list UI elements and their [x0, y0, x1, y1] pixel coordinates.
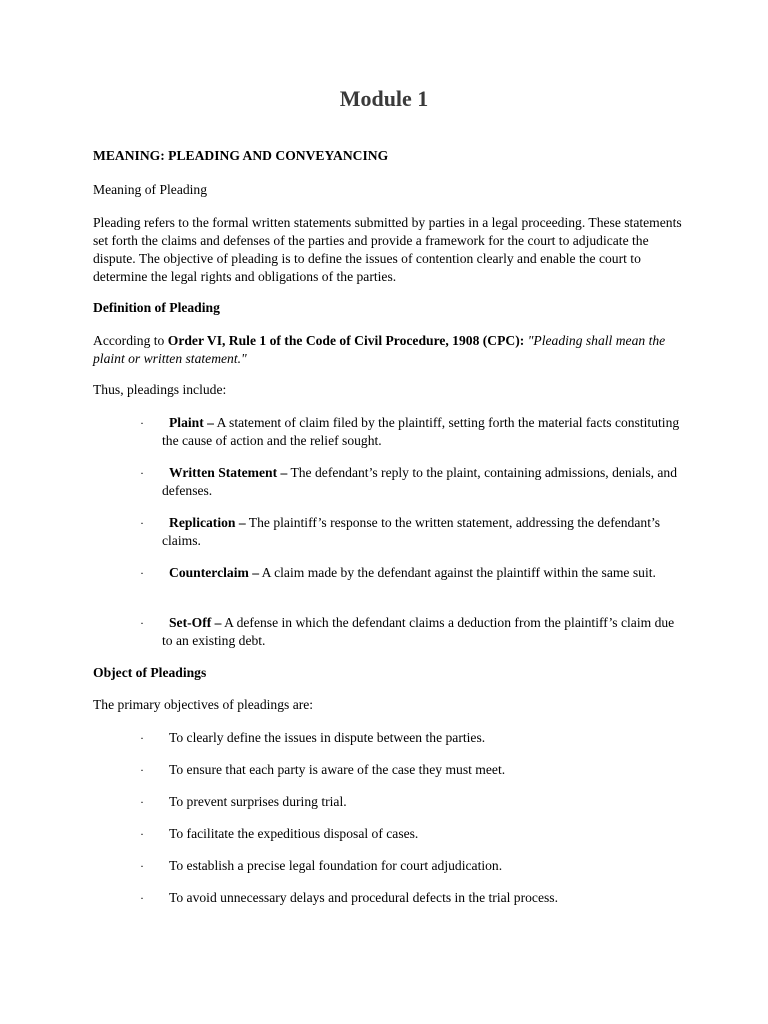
bullet-marker: · [140, 416, 144, 430]
objective-item: To clearly define the issues in dispute between the parties. [169, 730, 486, 745]
definition-paragraph [93, 332, 683, 368]
definition-prefix: According to [93, 333, 168, 348]
meaning-paragraph: Pleading refers to the formal written statements submitted by parties in a legal proceeding. These statements set forth the claims and defenses of the parties and provide a framework for the court to adjudicate the dispute. The objective of pleading is to define the issues of contention clearly and enable the court to determine the legal rights and obligations of the parties. [93, 215, 682, 284]
section-heading: MEANING: PLEADING AND CONVEYANCING [93, 148, 389, 163]
page-title: Module 1 [339, 86, 429, 111]
list-item-text: The defendant’s reply to the plaint, containing admissions, denials, and defenses. [162, 465, 678, 498]
list-item-plaint [162, 414, 682, 450]
list-item-replication [162, 514, 682, 550]
definition-quote: "Pleading shall mean the plaint or written statement." [93, 333, 666, 366]
bullet-marker: · [140, 891, 144, 905]
bullet-marker: · [140, 731, 144, 745]
list-item-term: Replication – [169, 515, 246, 530]
objective-item: To establish a precise legal foundation for court adjudication. [169, 858, 503, 873]
list-item-text: The plaintiff’s response to the written statement, addressing the defendant’s claims. [162, 515, 661, 548]
bullet-marker: · [140, 516, 144, 530]
objective-item: To ensure that each party is aware of the case they must meet. [169, 762, 506, 777]
list-item-term: Written Statement – [169, 465, 288, 480]
list-item-term: Set-Off – [169, 615, 222, 630]
objective-item: To avoid unnecessary delays and procedural defects in the trial process. [169, 890, 558, 905]
bullet-marker: · [140, 795, 144, 809]
meaning-subheading: Meaning of Pleading [93, 182, 208, 197]
bullet-marker: · [140, 466, 144, 480]
list-item-term: Plaint – [169, 415, 214, 430]
list-item-term: Counterclaim – [169, 565, 259, 580]
bullet-marker: · [140, 616, 144, 630]
bullet-marker: · [140, 859, 144, 873]
list-item-text: A claim made by the defendant against the plaintiff within the same suit. [259, 565, 656, 580]
include-intro: Thus, pleadings include: [93, 382, 227, 397]
list-item-set-off [162, 614, 682, 650]
definition-heading: Definition of Pleading [93, 300, 220, 315]
object-heading: Object of Pleadings [93, 665, 207, 680]
definition-source: Order VI, Rule 1 of the Code of Civil Procedure, 1908 (CPC): [167, 333, 525, 348]
objective-item: To prevent surprises during trial. [169, 794, 347, 809]
list-item-counterclaim [162, 564, 682, 582]
object-intro: The primary objectives of pleadings are: [93, 697, 314, 712]
list-item-text: A statement of claim filed by the plaintiff, setting forth the material facts constituting the cause of action and the relief sought. [162, 415, 680, 448]
bullet-marker: · [140, 763, 144, 777]
bullet-marker: · [140, 566, 144, 580]
bullet-marker: · [140, 827, 144, 841]
objective-item: To facilitate the expeditious disposal of cases. [169, 826, 419, 841]
list-item-written-statement [162, 464, 682, 500]
list-item-text: A defense in which the defendant claims a deduction from the plaintiff’s claim due to an existing debt. [162, 615, 675, 648]
